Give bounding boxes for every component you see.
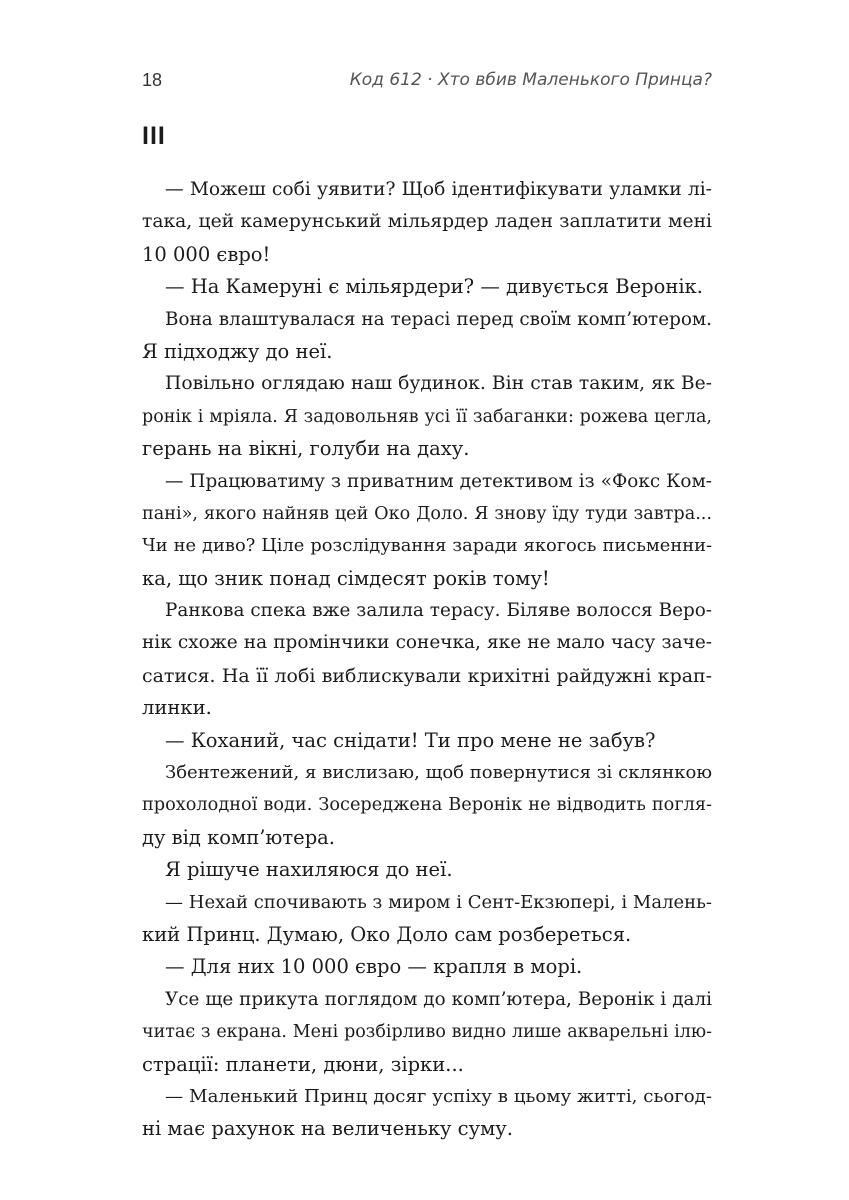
chapter-number: III	[142, 122, 166, 150]
text-line: Чи не диво? Ціле розслідування заради якогось письменни-	[142, 535, 712, 557]
text-line: — Для них 10 000 євро — крапля в морі.	[165, 955, 583, 979]
text-line: ка, що зник понад сімдесят років тому!	[142, 566, 550, 590]
text-line: — Нехай спочивають з миром і Сент-Екзюпері, і Малень-	[165, 891, 712, 913]
text-line: — Можеш собі уявити? Щоб ідентифікувати уламки лі-	[165, 179, 712, 200]
text-line: Я рішуче нахиляюся до неї.	[165, 858, 453, 882]
text-line: нік схоже на промінчики сонечка, яке не мало часу заче-	[142, 632, 712, 654]
text-line: сатися. На її лобі виблискували крихітні райдужні крап-	[142, 664, 712, 687]
text-line: Я підходжу до неї.	[142, 339, 333, 363]
text-line: така, цей камерунський мільярдер ладен заплатити мені	[142, 211, 712, 233]
text-line: кий Принц. Думаю, Око Доло сам розбереться.	[142, 922, 632, 946]
text-line: — Коханий, час снідати! Ти про мене не забув?	[165, 728, 656, 752]
text-line: страції: планети, дюни, зірки...	[142, 1052, 464, 1076]
text-line: — Працюватиму з приватним детективом із «Фокс Ком-	[165, 470, 712, 492]
text-line: Ранкова спека вже залила терасу. Біляве волосся Веро-	[165, 600, 712, 622]
text-line: прохолодної води. Зосереджена Веронік не відводить погля-	[142, 795, 712, 816]
text-line: Вона влаштувалася на терасі перед своїм комп’ютером.	[165, 308, 712, 330]
text-line: линки.	[142, 696, 212, 720]
text-line: ні має рахунок на величеньку суму.	[142, 1117, 513, 1141]
text-line: — Маленький Принц досяг успіху в цьому житті, сьогод-	[165, 1085, 712, 1107]
page-number: 18	[142, 70, 163, 90]
body-text	[142, 174, 712, 1146]
text-line: Збентежений, я вислизаю, щоб повернутися зі склянкою	[165, 762, 712, 784]
text-line: — На Камеруні є мільярдери? — дивується Веронік.	[165, 275, 703, 299]
text-line: Повільно оглядаю наш будинок. Він став таким, як Ве-	[165, 373, 712, 395]
text-line: ронік і мріяла. Я задовольняв усі її забаганки: рожева цегла,	[142, 406, 712, 427]
text-line: пані», якого найняв цей Око Доло. Я знову їду туди завтра...	[142, 503, 712, 524]
text-line: Усе ще прикута поглядом до комп’ютера, Веронік і далі	[165, 988, 712, 1010]
running-title: Код 612 · Хто вбив Маленького Принца?	[349, 70, 712, 90]
text-line: герань на вікні, голуби на даху.	[142, 437, 470, 461]
text-line: ду від комп’ютера.	[142, 825, 336, 849]
page-header	[142, 70, 712, 98]
text-line: 10 000 євро!	[142, 242, 271, 266]
text-line: читає з екрана. Мені розбірливо видно лише акварельні ілю-	[142, 1022, 712, 1043]
